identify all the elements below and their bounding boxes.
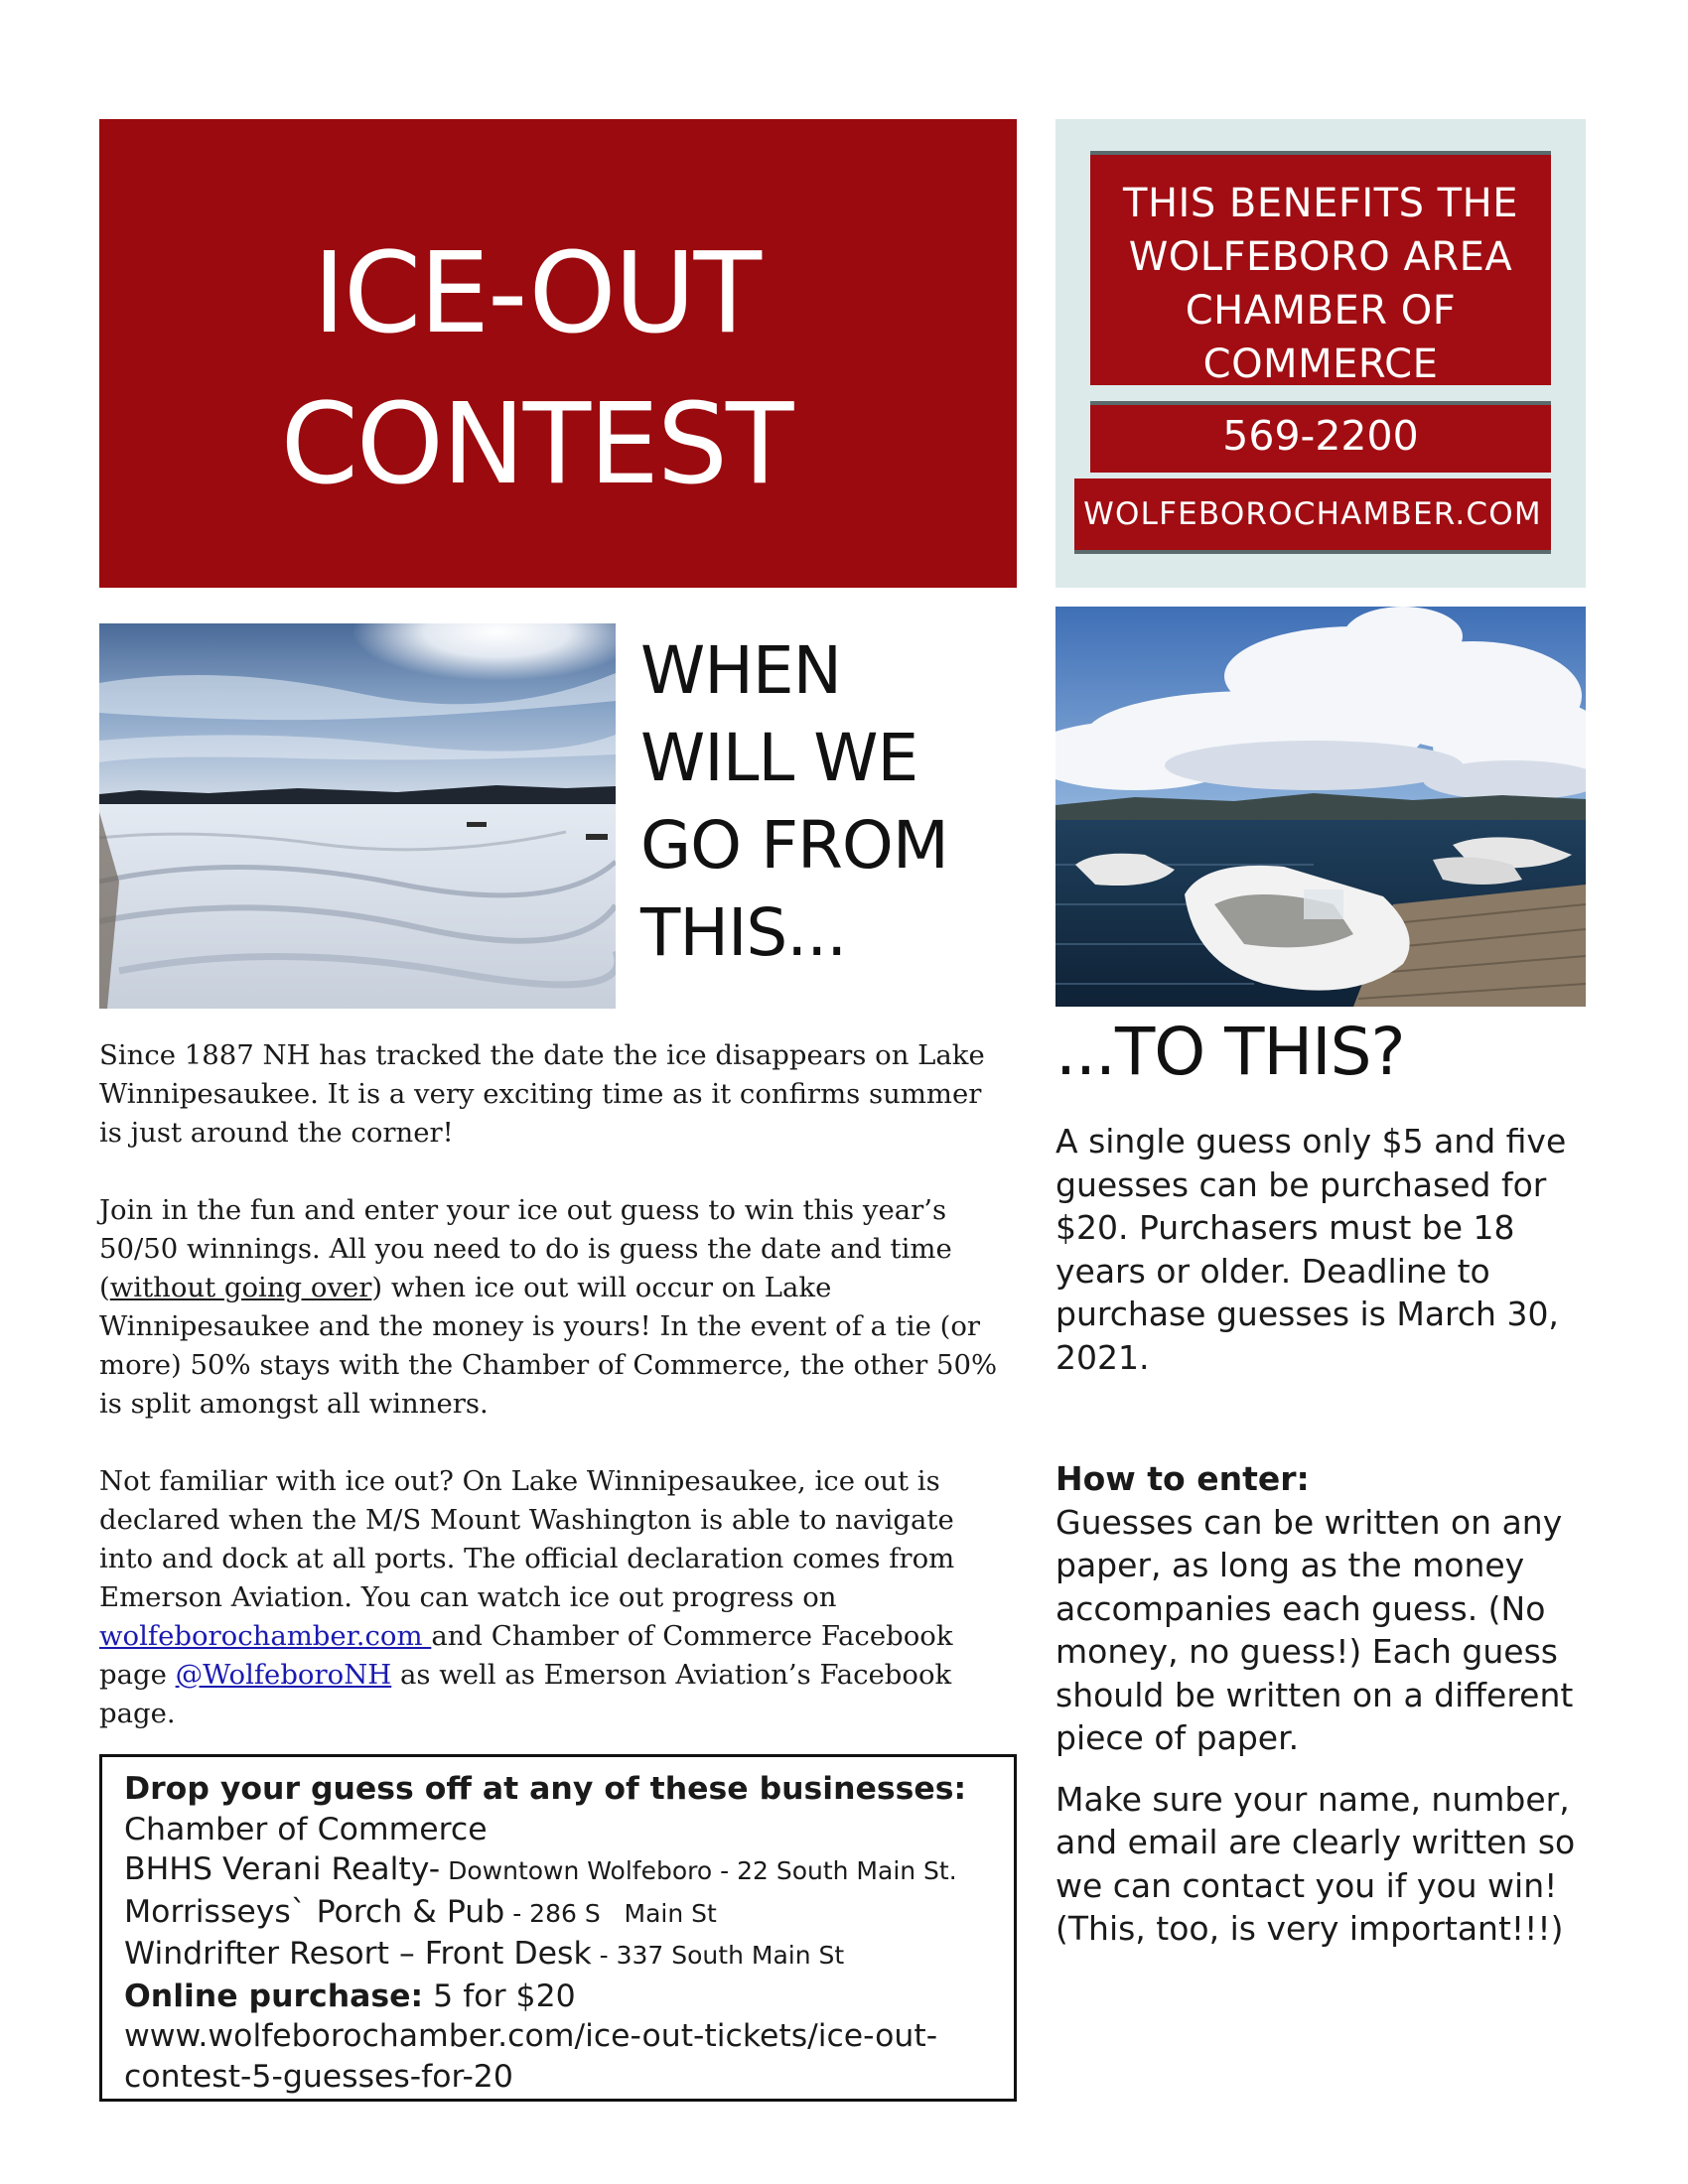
location-name: Windrifter Resort – Front Desk	[124, 1936, 592, 1972]
summer-docks-photo	[1055, 607, 1586, 1007]
intro-paragraph: Since 1887 NH has tracked the date the ice disappears on Lake Winnipesaukee. It is a very exciting time as it confirms summer is just around the corner!	[99, 1039, 985, 1149]
location-morrisseys	[124, 1892, 1014, 1935]
location-detail: Downtown Wolfeboro - 22 South Main St.	[440, 1856, 957, 1885]
when-line: THIS...	[640, 894, 847, 971]
benefit-line: CHAMBER OF	[1185, 288, 1457, 334]
drop-off-heading: Drop your guess off at any of these businesses:	[124, 1771, 967, 1807]
contact-info-note: Make sure your name, number, and email are clearly written so we can contact you if you win! (This, too, is very important!!!)	[1055, 1779, 1576, 1948]
online-purchase	[124, 1977, 1014, 2017]
location-name: Morrisseys` Porch & Pub	[124, 1893, 505, 1930]
ice-out-text: Not familiar with ice out? On Lake Winnipesaukee, ice out is declared when the M/S Mount Washington is able to navigate into and dock at all ports. The official declaration comes from Emerson Aviation. You can watch ice out progress on	[99, 1465, 955, 1613]
online-purchase-label: Online purchase:	[124, 1978, 424, 2014]
how-to-enter-title: How to enter:	[1055, 1459, 1310, 1498]
location-name: BHHS Verani Realty-	[124, 1851, 441, 1887]
when-line: WILL WE	[640, 720, 918, 796]
rules-text: ) when ice out will occur on Lake Winnipesaukee and the money is yours! In the event of a tie (or more) 50% stays with the Chamber of Commerce, the other 50% is split amongst all winners.	[99, 1272, 998, 1420]
pricing-info	[1055, 1120, 1592, 1379]
rules-text: Join in the fun and enter your ice out guess to win this year’s 50/50 winnings. All you need to do is guess the date and time (	[99, 1194, 952, 1303]
contest-description	[99, 1036, 1013, 1772]
when-heading	[640, 627, 1008, 977]
without-going-over: without going over	[109, 1272, 372, 1303]
facebook-handle-link[interactable]: @WolfeboroNH	[175, 1659, 392, 1691]
how-to-enter-text: Guesses can be written on any paper, as long as the money accompanies each guess. (No money, no guess!) Each guess should be written on a different piece of paper.	[1055, 1502, 1574, 1757]
location-chamber: Chamber of Commerce	[124, 1811, 488, 1847]
location-detail: - 286 S Main St	[504, 1898, 717, 1928]
title-line-1: ICE-OUT	[312, 229, 761, 358]
benefit-line: COMMERCE	[1202, 341, 1439, 387]
chamber-website-link[interactable]: wolfeborochamber.com	[99, 1620, 432, 1652]
location-bhhs	[124, 1849, 1014, 1892]
how-to-enter	[1055, 1457, 1592, 1951]
when-line: GO FROM	[640, 807, 948, 884]
location-windrifter	[124, 1934, 1014, 1977]
title-line-2: CONTEST	[280, 380, 792, 509]
benefit-box	[1090, 151, 1551, 385]
frozen-lake-photo	[99, 623, 616, 1009]
online-purchase-price: 5 for $20	[423, 1978, 576, 2014]
to-this-heading: ...TO THIS?	[1055, 1014, 1405, 1090]
rules-paragraph	[99, 1191, 1013, 1424]
benefit-line: THIS BENEFITS THE	[1123, 181, 1518, 226]
benefit-line: WOLFEBORO AREA	[1128, 234, 1513, 280]
chamber-website[interactable]: WOLFEBOROCHAMBER.COM	[1074, 478, 1551, 554]
online-purchase-url[interactable]: www.wolfeborochamber.com/ice-out-tickets/ice-out-	[124, 2018, 938, 2054]
online-purchase-url-cont[interactable]: contest-5-guesses-for-20	[124, 2058, 513, 2095]
drop-off-locations	[99, 1754, 1017, 2102]
pricing-paragraph: A single guess only $5 and five guesses can be purchased for $20. Purchasers must be 18 years or older. Deadline to purchase guesses is March 30, 2021.	[1055, 1122, 1567, 1377]
phone-number: 569-2200	[1090, 401, 1551, 473]
ice-out-text: and Chamber of Commerce Facebook page	[99, 1620, 953, 1691]
location-detail: - 337 South Main St	[591, 1941, 845, 1970]
page-title	[99, 218, 973, 520]
ice-out-paragraph	[99, 1462, 1013, 1733]
ice-out-text: as well as Emerson Aviation’s Facebook page.	[99, 1659, 952, 1729]
when-line: WHEN	[640, 632, 841, 709]
